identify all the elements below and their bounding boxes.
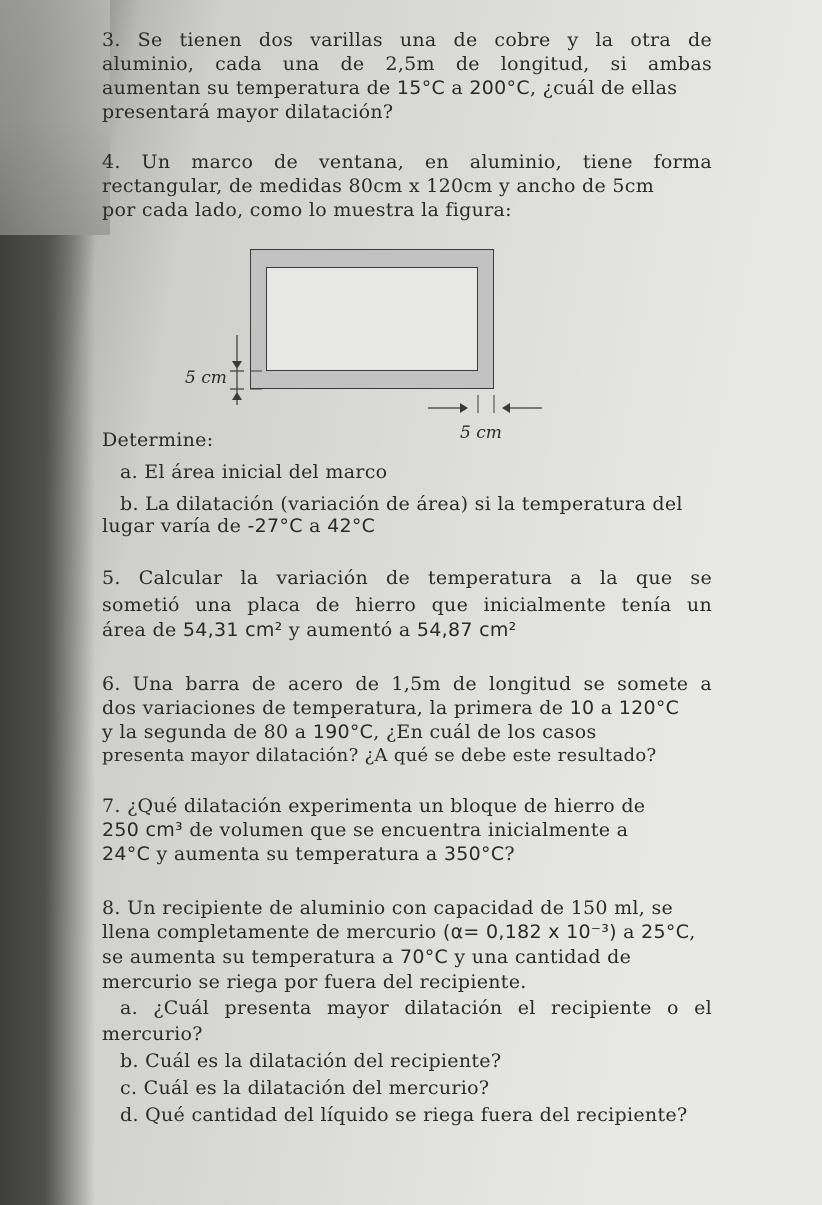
q8-line-4: mercurio se riega por fuera del recipiente. [102,971,527,993]
q8-item-a-line-1: a. ¿Cuál presenta mayor dilatación el recipiente o el [120,997,712,1019]
q3-line-1: 3. Se tienen dos varillas una de cobre y la otra de [102,29,712,51]
q8-line-1: 8. Un recipiente de aluminio con capacidad de 150 ml, se [102,897,674,919]
q8-line-3: se aumenta su temperatura a 70°C y una cantidad de [102,946,632,968]
q6-line-1: 6. Una barra de acero de 1,5m de longitud se somete a [102,673,712,695]
q4-item-b-line-2: lugar varía de -27°C a 42°C [102,515,376,537]
q6-line-2: dos variaciones de temperatura, la primera de 10 a 120°C [102,697,680,719]
q5-line-2: sometió una placa de hierro que inicialmente tenía un [102,594,712,616]
q3-line-3: aumentan su temperatura de 15°C a 200°C, ¿cuál de ellas [102,77,678,99]
q6-line-4: presenta mayor dilatación? ¿A qué se debe este resultado? [102,745,657,766]
q4-line-3: por cada lado, como lo muestra la figura: [102,199,512,221]
q8-item-d: d. Qué cantidad del líquido se riega fuera del recipiente? [120,1104,688,1126]
q4-determine: Determine: [102,429,214,451]
q8-item-b: b. Cuál es la dilatación del recipiente? [120,1050,502,1072]
q7-line-2: 250 cm³ de volumen que se encuentra inicialmente a [102,819,629,841]
q8-item-c: c. Cuál es la dilatación del mercurio? [120,1077,490,1099]
q8-line-2: llena completamente de mercurio (α= 0,182 x 10⁻³) a 25°C, [102,921,696,943]
q6-line-3: y la segunda de 80 a 190°C, ¿En cuál de los casos [102,721,597,743]
label-frame-width-left: 5 cm [185,368,227,388]
q8-item-a-line-2: mercurio? [102,1023,203,1045]
q7-line-1: 7. ¿Qué dilatación experimenta un bloque de hierro de [102,795,646,817]
label-frame-width-bottom: 5 cm [460,423,502,443]
q3-line-2: aluminio, cada una de 2,5m de longitud, si ambas [102,53,712,75]
q4-line-2: rectangular, de medidas 80cm x 120cm y ancho de 5cm [102,175,655,197]
q5-line-3: área de 54,31 cm² y aumentó a 54,87 cm² [102,619,517,641]
q4-item-a: a. El área inicial del marco [120,461,388,483]
q4-line-1: 4. Un marco de ventana, en aluminio, tiene forma [102,151,712,173]
q4-item-b-line-1: b. La dilatación (variación de área) si la temperatura del [120,493,683,515]
q7-line-3: 24°C y aumenta su temperatura a 350°C? [102,843,515,865]
q3-line-4: presentará mayor dilatación? [102,101,394,123]
dimension-marks [170,245,550,445]
q5-line-1: 5. Calcular la variación de temperatura a la que se [102,567,712,589]
window-frame-figure [170,245,550,445]
